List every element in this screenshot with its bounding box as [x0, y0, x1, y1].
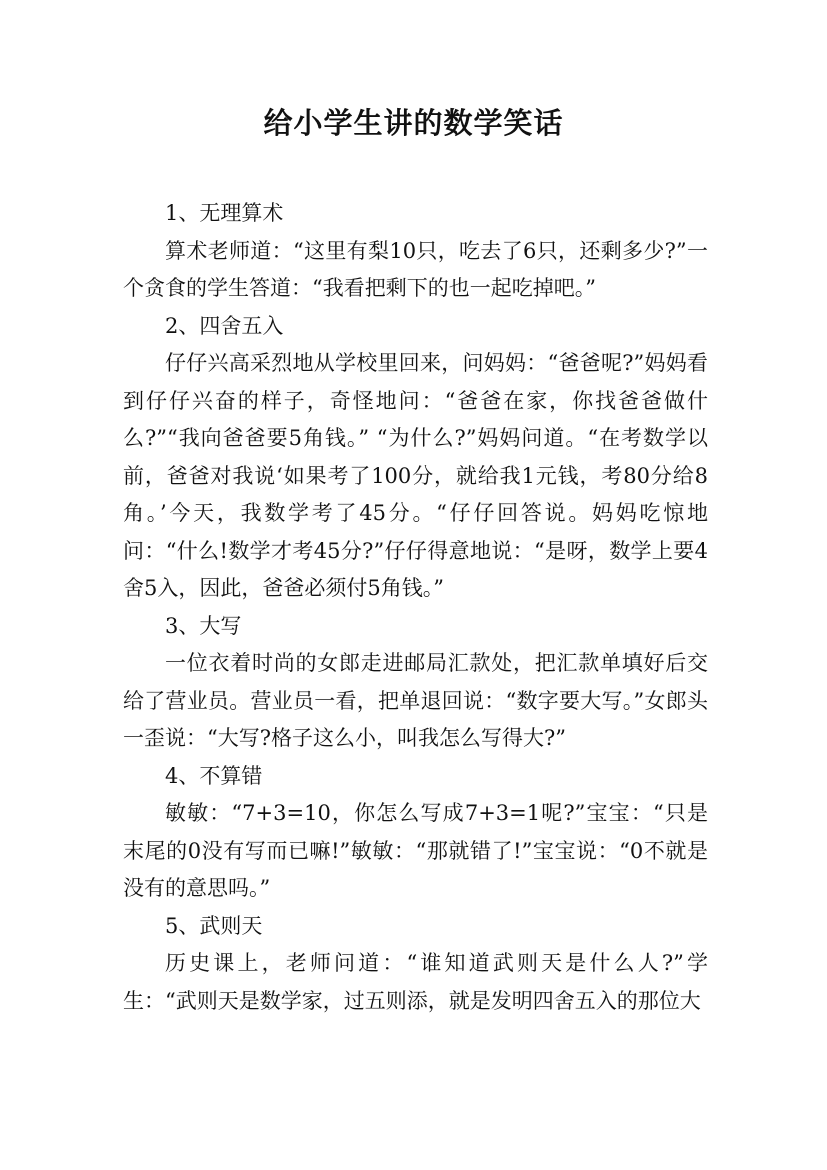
section-paragraph: 仔仔兴高采烈地从学校里回来，问妈妈：“爸爸呢?”妈妈看到仔仔兴奋的样子，奇怪地问：“爸爸在家，你找爸爸做什么?”“我向爸爸要5角钱。” “为什么?”妈妈问道。“在考数学以前，爸爸对我说‘如果考了100分，就给我1元钱，考80分给8角。’今天，我数学考了45分。“仔仔回答说。妈妈吃惊地问：“什么!数学才考45分?”仔仔得意地说：“是呀，数学上要4舍5入，因此，爸爸必须付5角钱。” — [123, 351, 708, 600]
section-heading: 4、不算错 — [165, 763, 263, 788]
section-heading: 5、武则天 — [165, 913, 263, 938]
section-paragraph: 算术老师道：“这里有梨10只，吃去了6只，还剩多少?”一个贪食的学生答道：“我看把剩下的也一起吃掉吧。” — [123, 238, 708, 300]
section-paragraph: 一位衣着时尚的女郎走进邮局汇款处，把汇款单填好后交给了营业员。营业员一看，把单退回说：“数字要大写。”女郎头一歪说：“大写?格子这么小，叫我怎么写得大?” — [123, 651, 708, 750]
section-heading: 1、无理算术 — [165, 201, 284, 225]
section-paragraph: 敏敏：“7+3=10，你怎么写成7+3=1呢?”宝宝：“只是末尾的0没有写而已嘛!”敏敏：“那就错了!”宝宝说：“0不就是没有的意思吗。” — [123, 801, 708, 900]
section-heading: 2、四舍五入 — [165, 313, 284, 338]
document-body — [123, 195, 708, 1020]
section-heading: 3、大写 — [165, 613, 242, 638]
document-title: 给小学生讲的数学笑话 — [263, 106, 564, 140]
section-paragraph: 历史课上，老师问道：“谁知道武则天是什么人?”学生：“武则天是数学家，过五则添，就是发明四舍五入的那位大 — [123, 951, 708, 1013]
